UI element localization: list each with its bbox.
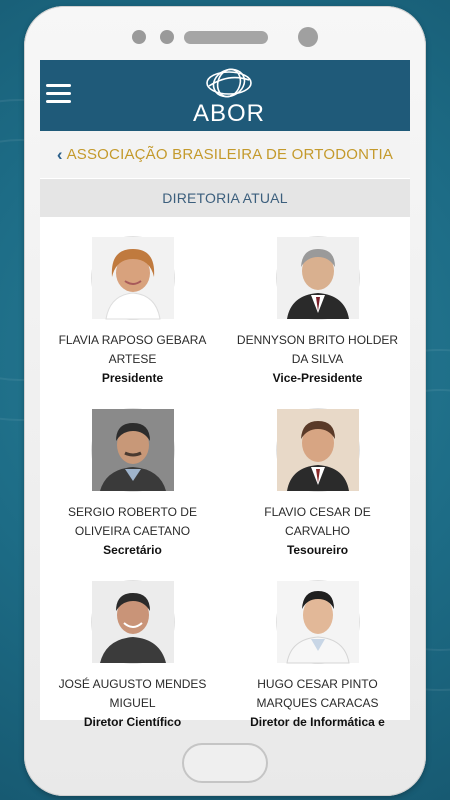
member-card[interactable] <box>225 581 410 732</box>
abor-logo-icon <box>204 67 254 99</box>
member-name: HUGO CESAR PINTO MARQUES CARACAS <box>256 677 379 710</box>
camera-dot-icon <box>132 30 146 44</box>
member-role: Vice-Presidente <box>272 371 363 385</box>
member-role: Secretário <box>103 543 162 557</box>
member-card[interactable] <box>40 581 225 732</box>
home-button[interactable] <box>182 743 268 783</box>
avatar-photo <box>92 581 174 663</box>
member-role: Tesoureiro <box>286 543 349 557</box>
avatar-photo <box>277 237 359 319</box>
section-header <box>40 179 410 217</box>
member-card[interactable] <box>225 237 410 388</box>
section-title: DIRETORIA ATUAL <box>162 190 288 206</box>
app-header <box>40 60 410 131</box>
member-name: JOSÉ AUGUSTO MENDES MIGUEL <box>58 677 207 710</box>
chevron-left-icon: ‹ <box>56 145 63 164</box>
avatar-photo <box>92 237 174 319</box>
member-card[interactable] <box>40 237 225 388</box>
avatar-photo <box>92 409 174 491</box>
hamburger-menu-icon[interactable] <box>46 84 71 104</box>
abor-logo[interactable] <box>184 67 274 127</box>
member-name: DENNYSON BRITO HOLDER DA SILVA <box>236 333 399 366</box>
front-camera-icon <box>298 27 318 47</box>
member-name: FLAVIO CESAR DE CARVALHO <box>264 505 371 538</box>
member-name: FLAVIA RAPOSO GEBARA ARTESE <box>58 333 207 366</box>
avatar-photo <box>277 409 359 491</box>
camera-dot-icon <box>160 30 174 44</box>
logo-wordmark: ABOR <box>192 100 265 127</box>
back-navigation[interactable] <box>40 131 410 178</box>
member-name: SERGIO ROBERTO DE OLIVEIRA CAETANO <box>68 505 197 538</box>
app-screen <box>40 60 410 729</box>
avatar-photo <box>277 581 359 663</box>
member-card[interactable] <box>225 409 410 560</box>
member-role: Diretor de Informática e <box>250 715 385 729</box>
speaker-grille <box>184 31 268 44</box>
member-role: Diretor Científico <box>83 715 182 729</box>
back-navigation-label: ASSOCIAÇÃO BRASILEIRA DE ORTODONTIA <box>66 146 394 163</box>
member-role: Presidente <box>101 371 164 385</box>
member-card[interactable] <box>40 409 225 560</box>
